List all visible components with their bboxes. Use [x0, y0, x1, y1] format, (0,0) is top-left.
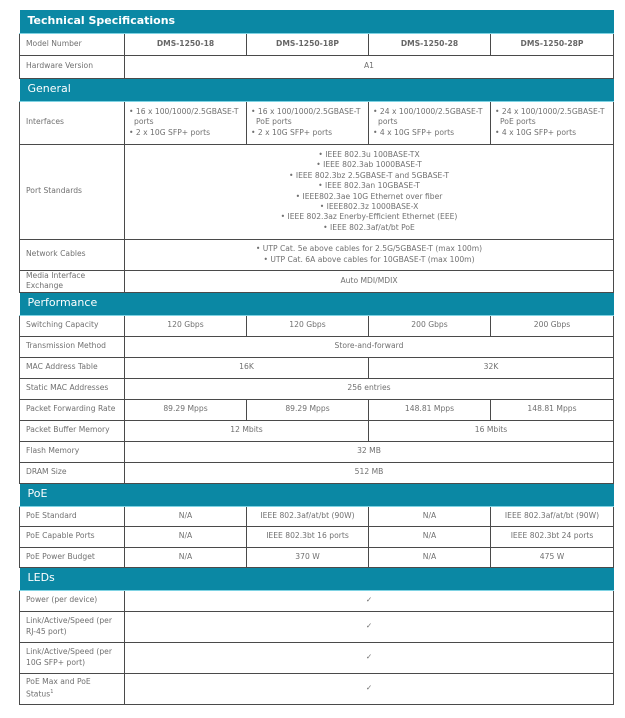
section-title: PoE	[20, 483, 614, 506]
value-line: • 2 x 10G SFP+ ports	[129, 127, 211, 137]
value-line: • IEEE 802.3ab 1000BASE-T	[316, 160, 422, 170]
value-line: • IEEE 802.3az Enerby-Efficient Ethernet (EEE)	[280, 212, 458, 222]
value-line: ports	[378, 117, 398, 127]
value-line: • 4 x 10G SFP+ ports	[495, 127, 577, 137]
spec-row	[20, 101, 614, 144]
row-label	[20, 336, 125, 357]
row-label	[20, 673, 125, 704]
value-line: • 24 x 100/1000/2.5GBASE-T	[495, 106, 605, 116]
spec-value	[491, 315, 614, 336]
title-row	[20, 10, 614, 33]
spec-value	[369, 357, 614, 378]
row-label	[20, 441, 125, 462]
value-line: N/A	[422, 551, 437, 561]
spec-value	[369, 101, 491, 144]
section-title: Performance	[20, 292, 614, 315]
spec-value	[247, 315, 369, 336]
spec-row	[20, 420, 614, 441]
spec-value	[125, 315, 247, 336]
value-line: IEEE 802.3bt 16 ports	[266, 531, 349, 541]
row-label	[20, 144, 125, 239]
value-line: 200 Gbps	[533, 320, 571, 330]
value-line: ✓	[365, 652, 373, 662]
spec-value	[125, 357, 369, 378]
technical-specifications-table	[19, 10, 614, 705]
row-label-text: Port Standards	[26, 186, 82, 196]
row-label-text: PoE Standard	[26, 510, 77, 520]
row-label	[20, 506, 125, 526]
spec-row	[20, 357, 614, 378]
spec-value	[247, 547, 369, 567]
row-label-text: PoE Power Budget	[26, 551, 95, 561]
value-line: IEEE 802.3af/at/bt (90W)	[260, 510, 355, 520]
section-title: General	[20, 78, 614, 101]
value-line: • IEEE802.3z 1000BASE-X	[319, 201, 419, 211]
value-line: • UTP Cat. 5e above cables for 2.5G/5GBASE-T (max 100m)	[255, 244, 483, 254]
spec-row	[20, 462, 614, 483]
spec-row	[20, 441, 614, 462]
value-line: 89.29 Mpps	[163, 404, 208, 414]
spec-value	[369, 526, 491, 547]
spec-row	[20, 611, 614, 642]
value-line: • 16 x 100/1000/2.5GBASE-T	[251, 106, 361, 116]
row-label	[20, 55, 125, 78]
spec-value	[125, 462, 614, 483]
value-line: ✓	[365, 683, 373, 693]
value-line: 32K	[483, 362, 499, 372]
row-label-text: Power (per device)	[26, 595, 98, 605]
spec-value	[247, 101, 369, 144]
row-label-text: Packet Forwarding Rate	[26, 404, 116, 414]
row-label	[20, 101, 125, 144]
spec-row	[20, 526, 614, 547]
row-label-text: Media Interface Exchange	[26, 270, 86, 290]
value-line: 120 Gbps	[167, 320, 204, 330]
row-label-text: Transmission Method	[26, 341, 106, 351]
spec-row	[20, 642, 614, 673]
spec-value	[125, 506, 247, 526]
spec-row	[20, 673, 614, 704]
section-header-row	[20, 292, 614, 315]
spec-value	[125, 526, 247, 547]
value-line: • UTP Cat. 6A above cables for 10GBASE-T (max 100m)	[263, 254, 475, 264]
footnote-marker: 1	[50, 689, 54, 696]
row-label	[20, 590, 125, 611]
value-line: ✓	[365, 621, 373, 631]
section-header-row	[20, 483, 614, 506]
value-line: 200 Gbps	[411, 320, 448, 330]
row-label	[20, 611, 125, 642]
model-name: DMS-1250-28	[369, 33, 491, 55]
value-line: 370 W	[295, 551, 320, 561]
value-line: • 24 x 100/1000/2.5GBASE-T	[373, 106, 483, 116]
row-label	[20, 378, 125, 399]
spec-value	[125, 547, 247, 567]
row-label: Model Number	[20, 33, 125, 55]
value-line: N/A	[422, 510, 437, 520]
value-line: Store-and-forward	[334, 341, 404, 351]
spec-value	[125, 673, 614, 704]
spec-row	[20, 547, 614, 567]
spec-value	[491, 399, 614, 420]
spec-value	[125, 270, 614, 292]
value-line: • IEEE 802.3bz 2.5GBASE-T and 5GBASE-T	[288, 170, 450, 180]
spec-value	[491, 547, 614, 567]
value-line: A1	[363, 61, 375, 71]
spec-value	[491, 506, 614, 526]
spec-value	[247, 506, 369, 526]
row-label-text: MAC Address Table	[26, 362, 98, 372]
value-line: N/A	[178, 531, 193, 541]
row-label-text: Interfaces	[26, 117, 64, 127]
spec-value	[125, 642, 614, 673]
section-title: LEDs	[20, 567, 614, 590]
spec-value	[125, 590, 614, 611]
spec-value	[369, 315, 491, 336]
value-line: PoE ports	[256, 117, 292, 127]
model-name: DMS-1250-18	[125, 33, 247, 55]
spec-value	[369, 506, 491, 526]
spec-row	[20, 590, 614, 611]
value-line: • 16 x 100/1000/2.5GBASE-T	[129, 106, 239, 116]
spec-row	[20, 399, 614, 420]
row-label	[20, 642, 125, 673]
row-label-text: PoE Capable Ports	[26, 531, 95, 541]
row-label	[20, 315, 125, 336]
spec-value	[125, 378, 614, 399]
spec-value	[125, 420, 369, 441]
value-line: 120 Gbps	[289, 320, 326, 330]
row-label	[20, 462, 125, 483]
row-label	[20, 420, 125, 441]
value-line: 32 MB	[357, 446, 381, 456]
spec-value	[491, 526, 614, 547]
value-line: 16 Mbits	[474, 425, 508, 435]
spec-value	[125, 239, 614, 270]
row-label-text: DRAM Size	[26, 467, 67, 477]
spec-value	[247, 526, 369, 547]
row-label-text: Link/Active/Speed (per RJ-45 port)	[26, 616, 112, 636]
value-line: • IEEE 802.3an 10GBASE-T	[318, 181, 420, 191]
value-line: IEEE 802.3af/at/bt (90W)	[504, 510, 600, 520]
value-line: • IEEE 802.3af/at/bt PoE	[323, 222, 415, 232]
spec-row	[20, 315, 614, 336]
table-title: Technical Specifications	[20, 10, 614, 33]
value-line: 12 Mbits	[230, 425, 263, 435]
spec-value	[125, 55, 614, 78]
value-line: • 2 x 10G SFP+ ports	[251, 127, 333, 137]
row-label-text: Static MAC Addresses	[26, 383, 109, 393]
spec-row	[20, 144, 614, 239]
row-label	[20, 399, 125, 420]
row-label	[20, 239, 125, 270]
value-line: 512 MB	[354, 467, 384, 477]
spec-value	[125, 101, 247, 144]
value-line: 16K	[239, 362, 254, 372]
row-label-text: Network Cables	[26, 249, 86, 259]
spec-value	[369, 399, 491, 420]
spec-value	[369, 547, 491, 567]
value-line: • IEEE 802.3u 100BASE-TX	[318, 149, 420, 159]
spec-value	[125, 441, 614, 462]
spec-row	[20, 378, 614, 399]
row-label	[20, 357, 125, 378]
value-line: 256 entries	[347, 383, 391, 393]
spec-value	[125, 611, 614, 642]
section-header-row	[20, 78, 614, 101]
model-name: DMS-1250-28P	[491, 33, 614, 55]
value-line: IEEE 802.3bt 24 ports	[510, 531, 594, 541]
model-name: DMS-1250-18P	[247, 33, 369, 55]
value-line: Auto MDI/MDIX	[340, 275, 398, 285]
row-label-text: Flash Memory	[26, 446, 80, 456]
value-line: N/A	[178, 551, 193, 561]
value-line: • IEEE802.3ae 10G Ethernet over fiber	[295, 191, 443, 201]
row-label-text: Hardware Version	[26, 61, 94, 71]
value-line: 148.81 Mpps	[527, 404, 577, 414]
spec-row	[20, 506, 614, 526]
value-line: ✓	[365, 595, 373, 605]
value-line: N/A	[422, 531, 437, 541]
spec-value	[491, 101, 614, 144]
spec-row	[20, 270, 614, 292]
spec-value	[369, 420, 614, 441]
value-line: ports	[134, 117, 154, 127]
value-line: 148.81 Mpps	[404, 404, 455, 414]
value-line: N/A	[178, 510, 193, 520]
spec-value	[125, 144, 614, 239]
row-label-text: Link/Active/Speed (per 10G SFP+ port)	[26, 647, 112, 667]
row-label	[20, 526, 125, 547]
row-label-text: PoE Max and PoE Status	[26, 676, 91, 699]
row-label-text: Packet Buffer Memory	[26, 425, 110, 435]
row-label-text: Switching Capacity	[26, 320, 99, 330]
spec-row	[20, 239, 614, 270]
value-line: 89.29 Mpps	[285, 404, 330, 414]
value-line: PoE ports	[500, 117, 536, 127]
spec-row	[20, 55, 614, 78]
spec-value	[247, 399, 369, 420]
section-header-row	[20, 567, 614, 590]
row-label	[20, 270, 125, 292]
value-line: 475 W	[539, 551, 565, 561]
spec-value	[125, 336, 614, 357]
spec-value	[125, 399, 247, 420]
value-line: • 4 x 10G SFP+ ports	[373, 127, 455, 137]
model-number-row	[20, 33, 614, 55]
row-label	[20, 547, 125, 567]
spec-row	[20, 336, 614, 357]
